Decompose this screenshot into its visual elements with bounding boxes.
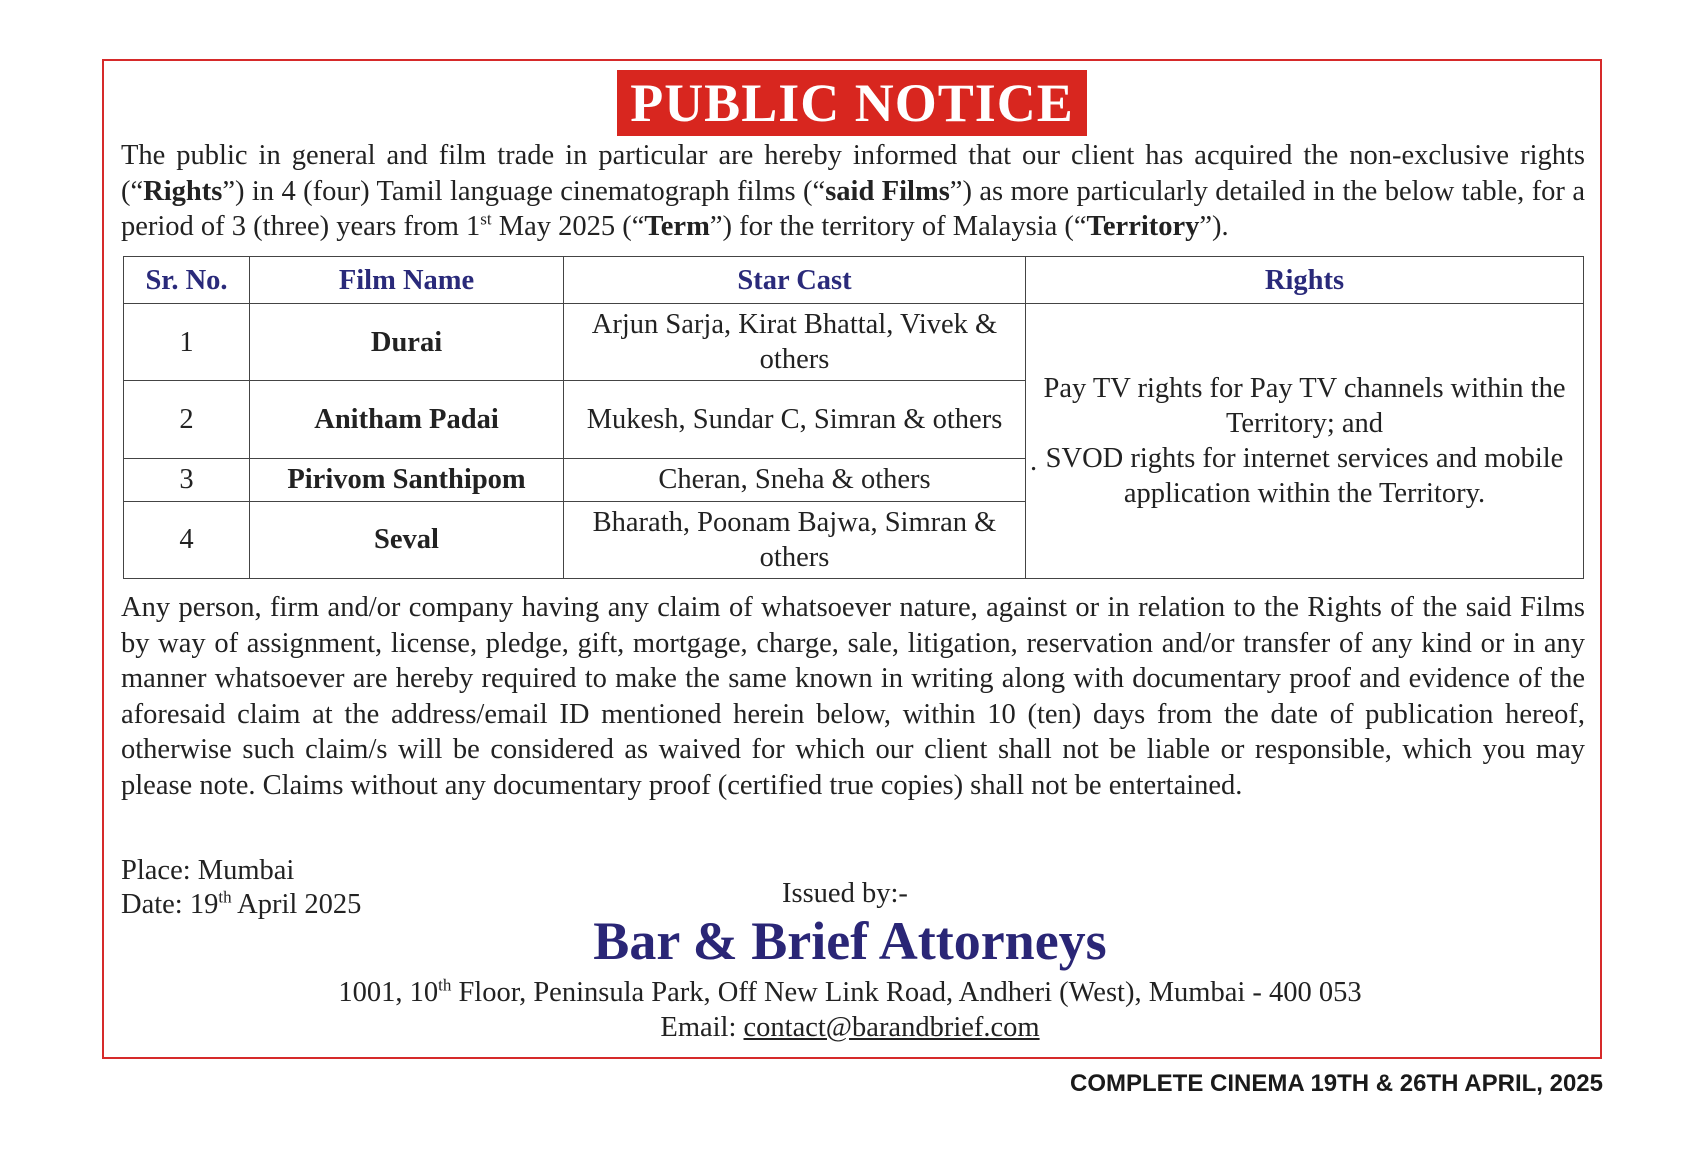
claims-paragraph: Any person, firm and/or company having any claim of whatsoever nature, against or in relation to the Rights of the said Films by way of assignment, license, pledge, gift, mortgage, charge, sale, litigation, reservation and/or transfer of any kind or in any manner whatsoever are hereby required to make the same known in writing along with documentary proof and evidence of the aforesaid claim at the address/email ID mentioned herein below, within 10 (ten) days from the date of publication hereof, otherwise such claim/s will be considered as waived for which our client shall not be liable or responsible, which you may please note. Claims without any documentary proof (certified true copies) shall not be entertained. [121, 592, 1585, 801]
intro-text: ”) for the territory of Malaysia (“ [709, 211, 1087, 242]
address-superscript: th [438, 975, 452, 995]
star-cast: Cheran, Sneha & others [564, 458, 1026, 501]
email-label: Email: [660, 1012, 744, 1043]
rights-cell [1026, 304, 1584, 579]
intro-term-territory: Territory [1086, 211, 1200, 242]
intro-text: ”) as more particularly detailed in the below table, for a period of 3 (three) years from 1 [121, 175, 1585, 242]
publication-footer: COMPLETE CINEMA 19TH & 26TH APRIL, 2025 [1070, 1070, 1603, 1097]
intro-text: ”) in 4 (four) Tamil language cinematograph films (“ [222, 175, 826, 207]
intro-term-rights: Rights [143, 175, 223, 207]
rights-pay-tv: Pay TV rights for Pay TV channels within the Territory; and [1043, 373, 1566, 440]
address-text: 1001, 10 [338, 977, 439, 1008]
film-name: Durai [250, 304, 564, 381]
film-name: Pirivom Santhipom [250, 458, 564, 501]
film-name: Anitham Padai [250, 381, 564, 458]
rights-bullet: . [1030, 446, 1038, 478]
row-number: 2 [124, 381, 250, 458]
email-link[interactable]: contact@barandbrief.com [743, 1012, 1040, 1043]
intro-text: ”). [1199, 211, 1229, 242]
header-star-cast: Star Cast [564, 257, 1026, 304]
firm-name: Bar & Brief Attorneys [593, 911, 1107, 971]
header-rights: Rights [1026, 257, 1584, 304]
star-cast: Bharath, Poonam Bajwa, Simran & others [564, 501, 1026, 578]
star-cast: Arjun Sarja, Kirat Bhattal, Vivek & others [564, 304, 1026, 381]
issued-by-label: Issued by:- [782, 878, 908, 909]
rights-svod: SVOD rights for internet services and mobile application within the Territory. [1045, 443, 1564, 510]
table-row [124, 304, 1584, 381]
intro-term-term: Term [644, 211, 710, 242]
date-text: April 2025 [231, 889, 362, 920]
film-name: Seval [250, 501, 564, 578]
intro-paragraph [121, 138, 1585, 245]
star-cast: Mukesh, Sundar C, Simran & others [564, 381, 1026, 458]
films-table [123, 256, 1584, 579]
header-sr-no: Sr. No. [124, 257, 250, 304]
intro-term-said-films: said Films [825, 175, 950, 207]
place-line: Place: Mumbai [121, 855, 295, 886]
table-header-row [124, 257, 1584, 304]
intro-text: The public in general and film trade in particular are hereby informed that our client has acquired the non-exclusive rights (“ [121, 140, 1585, 207]
notice-title: PUBLIC NOTICE [617, 70, 1087, 136]
date-text: Date: 19 [121, 889, 219, 920]
row-number: 4 [124, 501, 250, 578]
date-superscript: th [218, 887, 232, 907]
row-number: 3 [124, 458, 250, 501]
address-text: Floor, Peninsula Park, Off New Link Road, Andheri (West), Mumbai - 400 053 [451, 977, 1362, 1008]
row-number: 1 [124, 304, 250, 381]
firm-address [0, 977, 1700, 1009]
intro-superscript: st [480, 209, 492, 229]
intro-text: May 2025 (“ [491, 211, 645, 242]
email-line [0, 1012, 1700, 1044]
header-film-name: Film Name [250, 257, 564, 304]
